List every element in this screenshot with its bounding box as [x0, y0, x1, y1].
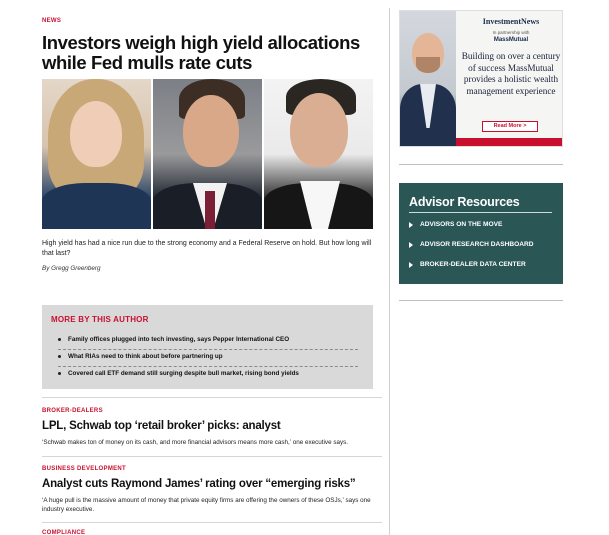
sponsored-ad[interactable]	[399, 10, 563, 147]
more-by-author-link[interactable]: Family offices plugged into tech investing, says Pepper International CEO	[58, 334, 358, 350]
sidebar-divider	[399, 300, 563, 301]
story-headline[interactable]: Analyst cuts Raymond James’ rating over “emerging risks”	[42, 478, 356, 490]
hero-photo-woman	[42, 79, 151, 229]
sidebar-divider	[399, 164, 563, 165]
divider	[42, 397, 382, 398]
arrow-right-icon	[409, 222, 413, 228]
hero-dek: High yield has had a nice run due to the strong economy and a Federal Reserve on hold. But how long will that last?	[42, 240, 372, 257]
story-dek: ‘Schwab makes ton of money on its cash, and more financial advisors means more cash,’ one executive says.	[42, 439, 349, 446]
story-headline[interactable]: LPL, Schwab top ‘retail broker’ picks: analyst	[42, 420, 281, 432]
more-by-author-box	[42, 305, 373, 389]
ad-person-photo	[400, 11, 456, 147]
story-dek: ‘A huge pull is the massive amount of money that private equity firms are offering the owners of these OSJs,’ says one industry executive.	[42, 497, 371, 513]
resource-link-advisors-on-the-move[interactable]	[409, 220, 534, 240]
more-by-author-list	[58, 334, 358, 385]
divider	[42, 456, 382, 457]
advisor-resources-title: Advisor Resources	[409, 195, 520, 209]
hero-photo-man-tie	[153, 79, 262, 229]
ad-massmutual-logo: MassMutual	[493, 37, 529, 43]
ad-copy: Building on over a century of success MassMutual provides a holistic wealth management experience	[461, 51, 561, 96]
story-kicker[interactable]: BROKER-DEALERS	[42, 408, 103, 414]
divider	[42, 522, 382, 523]
story-kicker[interactable]: COMPLIANCE	[42, 530, 86, 535]
advisor-resources-panel	[399, 183, 563, 284]
resource-link-label: BROKER-DEALER DATA CENTER	[420, 261, 526, 268]
more-by-author-link[interactable]: What RIAs need to think about before partnering up	[58, 351, 358, 367]
ad-investmentnews-logo: InvestmentNews	[482, 17, 540, 26]
story-card	[42, 466, 377, 514]
story-card	[42, 530, 377, 535]
resource-link-advisor-research-dashboard[interactable]	[409, 240, 534, 260]
arrow-right-icon	[409, 242, 413, 248]
hero-photo-man-white-shirt	[264, 79, 373, 229]
hero-section-kicker[interactable]: NEWS	[42, 18, 62, 24]
more-by-author-link[interactable]: Covered call ETF demand still surging despite bull market, rising bond yields	[58, 368, 358, 384]
advisor-resources-underline	[409, 212, 552, 213]
ad-read-more-button[interactable]: Read More >	[482, 121, 538, 132]
column-divider	[389, 8, 390, 535]
resource-link-label: ADVISOR RESEARCH DASHBOARD	[420, 241, 534, 248]
hero-headline[interactable]: Investors weigh high yield allocations while Fed mulls rate cuts	[42, 32, 360, 73]
ad-partner-label: In partnership with	[492, 30, 530, 35]
story-kicker[interactable]: BUSINESS DEVELOPMENT	[42, 466, 127, 472]
resource-link-label: ADVISORS ON THE MOVE	[420, 221, 503, 228]
hero-byline: By Gregg Greenberg	[42, 265, 101, 272]
ad-accent-bar	[456, 138, 563, 146]
resource-link-broker-dealer-data-center[interactable]	[409, 260, 534, 280]
arrow-right-icon	[409, 262, 413, 268]
more-by-author-title: MORE BY THIS AUTHOR	[51, 315, 149, 324]
hero-photo-strip[interactable]	[42, 79, 373, 229]
story-card	[42, 408, 377, 447]
advisor-resources-list	[409, 220, 534, 280]
